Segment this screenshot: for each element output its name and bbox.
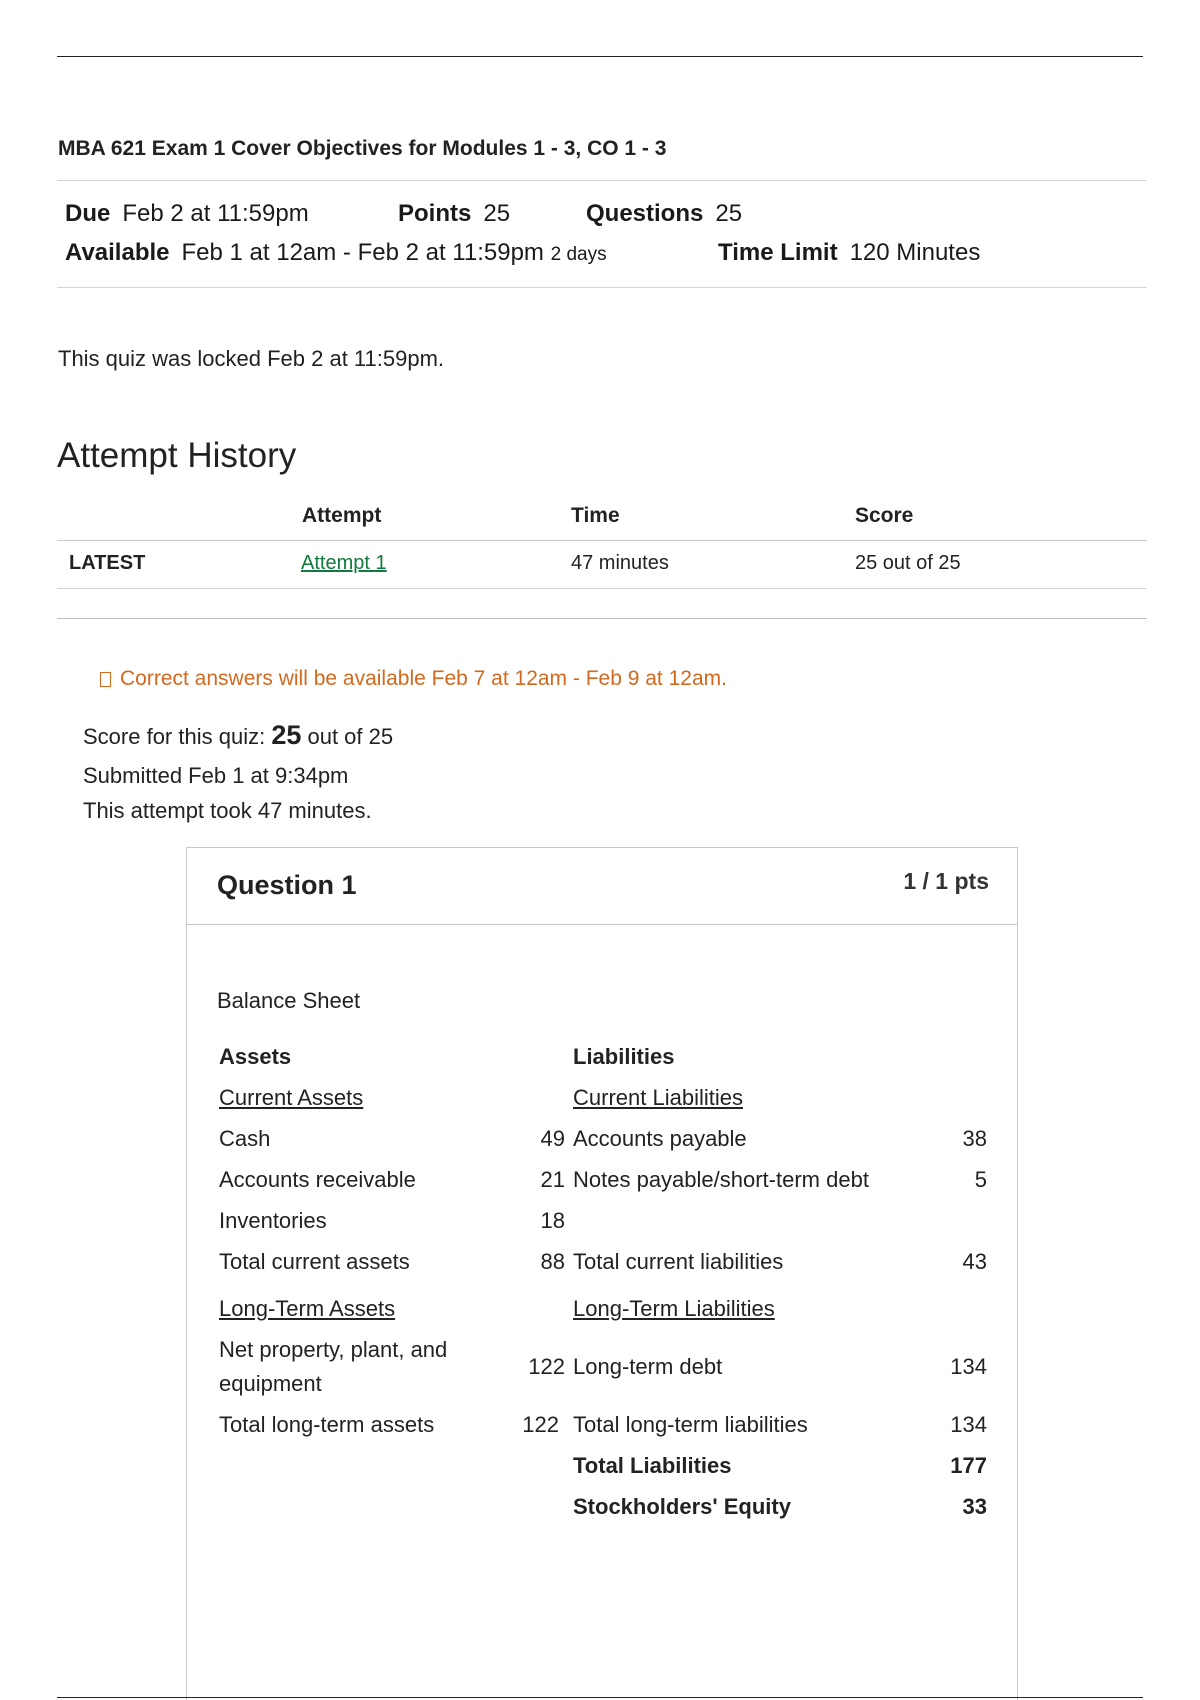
available-info [65, 239, 607, 267]
answers-notice-text: Correct answers will be available Feb 7 at 12am - Feb 9 at 12am. [120, 667, 727, 690]
section-divider [57, 618, 1147, 619]
attempt-history-heading: Attempt History [57, 436, 297, 475]
accounts-payable-value: 38 [962, 1126, 987, 1151]
time-limit-label: Time Limit [718, 239, 838, 266]
question-title: Question 1 [217, 870, 357, 900]
long-term-liabilities-heading: Long-Term Liabilities [573, 1296, 775, 1321]
total-current-liabilities-label: Total current liabilities [573, 1249, 784, 1274]
total-liabilities-value: 177 [950, 1453, 987, 1478]
latest-tag: LATEST [69, 552, 146, 574]
cash-label: Cash [219, 1126, 271, 1151]
total-current-assets-value: 88 [540, 1249, 565, 1274]
divider [57, 287, 1147, 288]
score-suffix: out of 25 [307, 724, 394, 749]
due-info [65, 200, 309, 228]
inventories-value: 18 [540, 1208, 565, 1233]
cash-value: 49 [540, 1126, 565, 1151]
questions-info [586, 200, 742, 228]
quiz-score [83, 720, 393, 751]
score-prefix: Score for this quiz: [83, 724, 266, 749]
stockholders-equity-label: Stockholders' Equity [573, 1494, 791, 1519]
total-current-liabilities-value: 43 [962, 1249, 987, 1274]
inventories-label: Inventories [219, 1208, 327, 1233]
long-term-debt-value: 134 [950, 1354, 987, 1379]
points-value: 25 [483, 200, 511, 227]
top-rule [57, 56, 1143, 57]
question-header [187, 848, 1017, 925]
attempt-score: 25 out of 25 [855, 552, 961, 574]
score-value: 25 [271, 720, 302, 750]
points-label: Points [398, 200, 472, 227]
ppe-label: Net property, plant, and equipment [219, 1337, 448, 1396]
available-label: Available [65, 239, 170, 266]
total-long-term-liabilities-value: 134 [950, 1412, 987, 1437]
table-header-divider [57, 540, 1147, 541]
long-term-debt-label: Long-term debt [573, 1354, 723, 1379]
current-assets-heading: Current Assets [219, 1085, 364, 1110]
time-limit-info [718, 239, 980, 267]
long-term-assets-heading: Long-Term Assets [219, 1296, 396, 1321]
divider [57, 180, 1147, 181]
assets-heading: Assets [219, 1044, 292, 1069]
total-long-term-assets-value: 122 [522, 1412, 559, 1437]
column-header-score: Score [855, 504, 914, 527]
liabilities-heading: Liabilities [573, 1044, 675, 1069]
stockholders-equity-value: 33 [962, 1494, 987, 1519]
total-long-term-liabilities-label: Total long-term liabilities [573, 1412, 808, 1437]
quiz-title: MBA 621 Exam 1 Cover Objectives for Modules 1 - 3, CO 1 - 3 [58, 137, 667, 160]
attempt-link[interactable]: Attempt 1 [301, 552, 387, 574]
ppe-value: 122 [528, 1354, 565, 1379]
notes-payable-value: 5 [974, 1167, 987, 1192]
question-card [186, 847, 1018, 1700]
attempt-duration: This attempt took 47 minutes. [83, 798, 372, 823]
column-header-time: Time [571, 504, 620, 527]
accounts-receivable-value: 21 [540, 1167, 565, 1192]
notes-payable-label: Notes payable/short-term debt [573, 1167, 869, 1192]
total-liabilities-label: Total Liabilities [573, 1453, 732, 1478]
table-row-divider [57, 588, 1147, 589]
bottom-rule [57, 1697, 1143, 1698]
column-header-attempt: Attempt [302, 504, 382, 527]
due-label: Due [65, 200, 111, 227]
available-value: Feb 1 at 12am - Feb 2 at 11:59pm [181, 239, 544, 266]
question-points: 1 / 1 pts [903, 868, 989, 894]
answers-notice [100, 667, 727, 691]
time-limit-value: 120 Minutes [849, 239, 981, 266]
locked-note: This quiz was locked Feb 2 at 11:59pm. [58, 346, 445, 371]
balance-sheet-title: Balance Sheet [217, 988, 361, 1013]
due-value: Feb 2 at 11:59pm [122, 200, 309, 227]
total-long-term-assets-label: Total long-term assets [219, 1412, 435, 1437]
accounts-receivable-label: Accounts receivable [219, 1167, 416, 1192]
attempt-time: 47 minutes [571, 552, 669, 574]
questions-value: 25 [715, 200, 743, 227]
points-info [398, 200, 510, 228]
accounts-payable-label: Accounts payable [573, 1126, 747, 1151]
current-liabilities-heading: Current Liabilities [573, 1085, 743, 1110]
total-current-assets-label: Total current assets [219, 1249, 410, 1274]
available-duration: 2 days [550, 244, 607, 265]
submitted-time: Submitted Feb 1 at 9:34pm [83, 763, 349, 788]
questions-label: Questions [586, 200, 704, 227]
info-icon [100, 672, 111, 687]
